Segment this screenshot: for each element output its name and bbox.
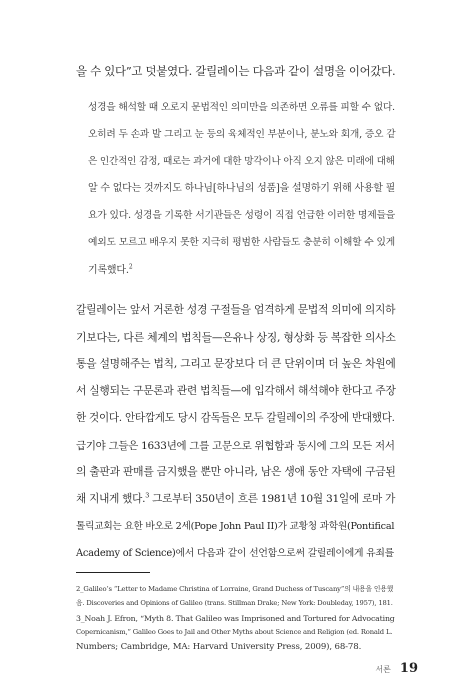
page-footer <box>375 657 418 676</box>
paragraph-line: 통을 설명해주는 법칙, 그리고 문장보다 더 큰 단위이며 더 높은 차원에 <box>76 357 396 370</box>
top-paragraph-line: 을 수 있다”고 덧붙였다. 갈릴레이는 다음과 같이 설명을 이어갔다. <box>76 64 396 78</box>
page-number: 19 <box>399 661 418 676</box>
quote-line-last <box>88 261 132 276</box>
paragraph-line: Academy of Science)에서 다음과 같이 선언함으로써 갈릴레이에게 유죄를 <box>76 548 394 559</box>
quote-line: 성경을 해석할 때 오로지 문법적인 의미만을 의존하면 오류를 피할 수 없다. <box>88 102 395 113</box>
paragraph-line: 갈릴레이는 앞서 거론한 성경 구절들을 엄격하게 문법적 의미에 의지하 <box>76 303 396 316</box>
paragraph-line: 의 출판과 판매를 금지했을 뿐만 아니라, 남은 생애 동안 자택에 구금된 <box>76 465 396 478</box>
footnote-line: 음. Discoveries and Opinions of Galileo (trans. Stillman Drake; New York: Doubleday, 1957), 181. <box>76 599 393 607</box>
footnote-line: Numbers; Cambridge, MA: Harvard University Press, 2009), 68-78. <box>76 642 362 652</box>
footnote-ref-2[interactable]: 2 <box>128 263 133 271</box>
paragraph-text: 채 지내게 했다. <box>76 493 146 505</box>
paragraph-line: 급기야 그들은 1633년에 그를 고문으로 위협함과 동시에 그의 모든 저서 <box>76 440 395 452</box>
paragraph-text: 그로부터 350년이 흐른 1981년 10월 31일에 로마 가 <box>149 493 396 505</box>
footnote-divider <box>76 572 150 573</box>
quote-line: 예외도 모르고 배우지 못한 지극히 평범한 사람들도 충분히 이해할 수 있게 <box>88 237 396 248</box>
paragraph-line: 서 실행되는 구문론과 관련 법칙들—에 입각해서 해석해야 한다고 주장 <box>76 384 396 397</box>
quote-line: 은 인간적인 감정, 때로는 과거에 대한 망각이나 아직 오지 않은 미래에 대해 <box>88 156 395 167</box>
footnote-line: 3_Noah J. Efron, “Myth 8. That Galileo was Imprisoned and Tortured for Advocating <box>76 614 395 623</box>
footnote-line: Copernicanism,” Galileo Goes to Jail and Other Myths about Science and Religion (ed. Ronald L. <box>76 628 393 636</box>
quote-text: 기록했다. <box>88 265 129 276</box>
footnote-line: 2_Galileo’s “Letter to Madame Christina of Lorraine, Grand Duchess of Tuscany”의 내용을 인용했 <box>76 585 394 593</box>
quote-line: 알 수 없다는 것까지도 하나님[하나님의 성품]을 설명하기 위해 사용할 필 <box>88 183 396 194</box>
quote-line: 요가 있다. 성경을 기록한 서기관들은 성령이 직접 언급한 이러한 명제들을 <box>88 210 396 221</box>
quote-line: 오히려 두 손과 발 그리고 눈 등의 육체적인 부분이나, 분노와 회개, 증오 같 <box>88 129 396 140</box>
paragraph-line: 한 것이다. 안타깝게도 당시 감독들은 모두 갈릴레이의 주장에 반대했다. <box>76 412 395 424</box>
paragraph-line-with-footnote <box>76 491 395 506</box>
section-label: 서론 <box>375 665 391 674</box>
paragraph-line: 톨릭교회는 요한 바오로 2세(Pope John Paul II)가 교황청 과학원(Pontifical <box>76 521 395 532</box>
footnote-ref-3[interactable]: 3 <box>145 492 150 500</box>
paragraph-line: 기보다는, 다른 체계의 법칙들—은유나 상징, 형상화 등 복잡한 의사소 <box>76 331 396 344</box>
